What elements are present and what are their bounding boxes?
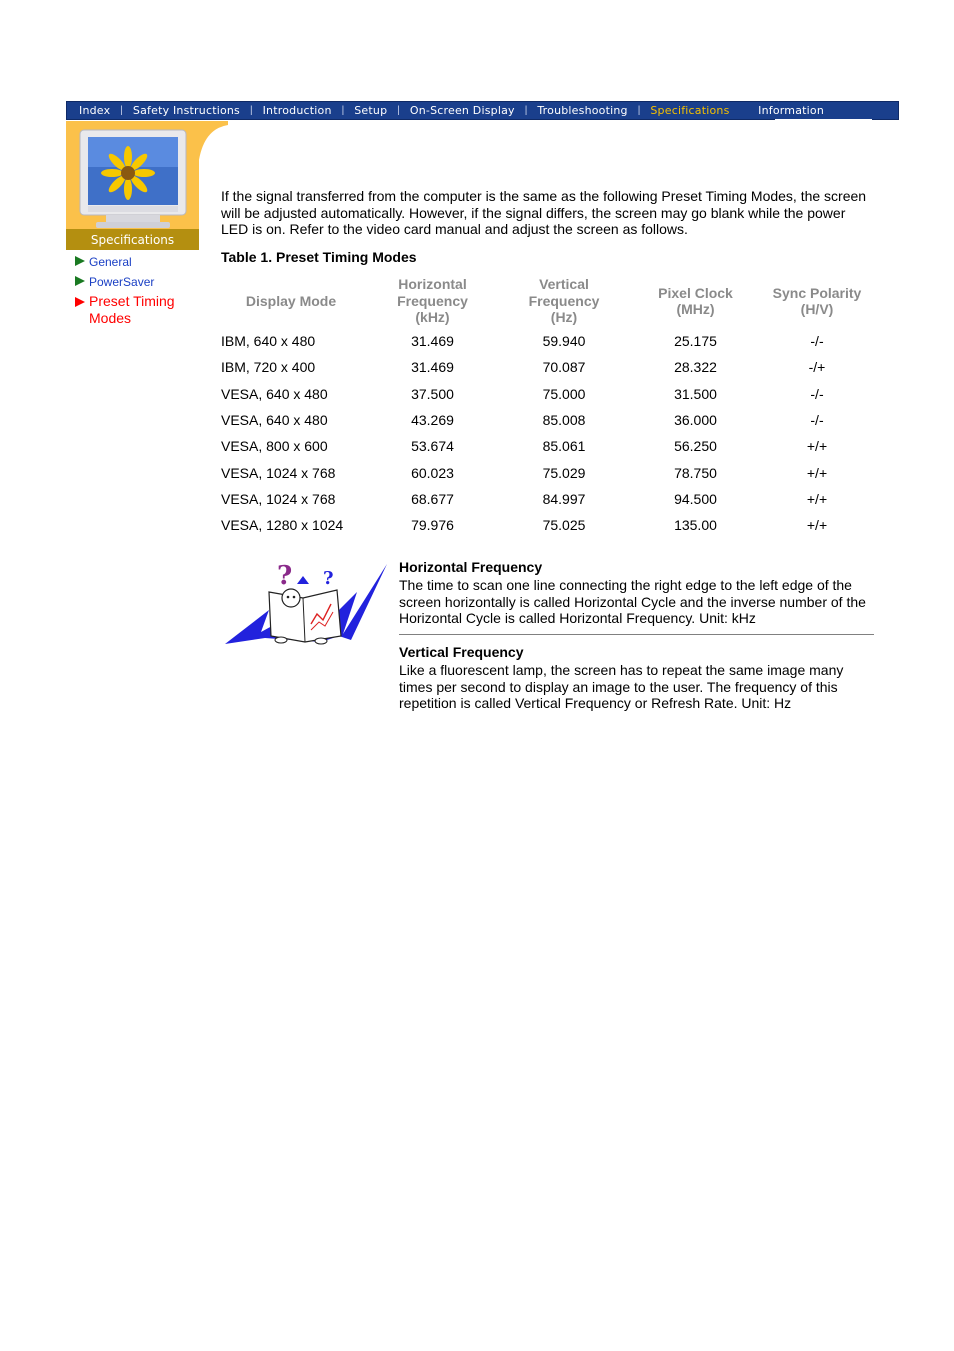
cell-display-mode: VESA, 1280 x 1024 bbox=[221, 517, 344, 534]
green-arrow-icon bbox=[75, 256, 85, 266]
cell-horizontal-frequency: 79.976 bbox=[411, 517, 454, 534]
cell-pixel-clock: 36.000 bbox=[674, 412, 717, 429]
cell-display-mode: VESA, 1024 x 768 bbox=[221, 490, 336, 507]
cell-horizontal-frequency: 60.023 bbox=[411, 464, 454, 481]
cell-horizontal-frequency: 31.469 bbox=[411, 359, 454, 376]
table-row bbox=[221, 459, 867, 485]
sidebar-link-general[interactable]: General bbox=[89, 255, 132, 269]
cell-vertical-frequency: 84.997 bbox=[542, 490, 586, 507]
nav-item-on-screen-display[interactable]: On-Screen Display bbox=[409, 104, 515, 117]
cell-vertical-frequency: 85.061 bbox=[542, 438, 586, 455]
header-line: Sync Polarity bbox=[772, 284, 862, 301]
green-arrow-icon bbox=[75, 276, 85, 286]
nav-separator: | bbox=[524, 105, 528, 116]
definition-title-horizontal-frequency: Horizontal Frequency bbox=[399, 559, 543, 575]
nav-item-index[interactable]: Index bbox=[79, 104, 111, 117]
nav-separator: | bbox=[250, 105, 253, 116]
cell-sync-polarity: +/+ bbox=[806, 517, 828, 534]
cell-sync-polarity: -/+ bbox=[808, 359, 826, 376]
header-line: (H/V) bbox=[800, 301, 834, 317]
table-row bbox=[221, 433, 867, 459]
nav-separator: | bbox=[397, 105, 400, 116]
definition-title-vertical-frequency: Vertical Frequency bbox=[399, 644, 524, 660]
cell-horizontal-frequency: 37.500 bbox=[411, 385, 454, 402]
sidebar-link-powersaver[interactable]: PowerSaver bbox=[89, 275, 155, 289]
cell-vertical-frequency: 59.940 bbox=[542, 333, 586, 350]
table-row bbox=[221, 381, 867, 407]
table-row bbox=[221, 354, 867, 380]
header-sync-polarity bbox=[767, 274, 867, 328]
cell-horizontal-frequency: 53.674 bbox=[411, 438, 454, 455]
table-header-row bbox=[221, 274, 867, 328]
cell-pixel-clock: 56.250 bbox=[674, 438, 717, 455]
header-vertical-frequency bbox=[504, 274, 624, 328]
table-row bbox=[221, 328, 867, 354]
cell-display-mode: VESA, 800 x 600 bbox=[221, 438, 328, 455]
header-line: (MHz) bbox=[676, 301, 715, 317]
header-pixel-clock bbox=[624, 274, 767, 328]
cell-display-mode: VESA, 1024 x 768 bbox=[221, 464, 336, 481]
sidebar-section-label: Specifications bbox=[66, 229, 199, 250]
header-line: Display Mode bbox=[245, 292, 337, 309]
nav-item-safety-instructions[interactable]: Safety Instructions bbox=[132, 104, 240, 117]
svg-text:?: ? bbox=[323, 568, 334, 589]
red-arrow-icon bbox=[75, 297, 85, 307]
corner-decoration bbox=[196, 121, 228, 167]
cell-vertical-frequency: 75.025 bbox=[542, 517, 586, 534]
nav-item-troubleshooting[interactable]: Troubleshooting bbox=[537, 104, 628, 117]
header-line: Pixel Clock bbox=[658, 284, 733, 301]
cell-vertical-frequency: 70.087 bbox=[542, 359, 586, 376]
header-line: Frequency bbox=[397, 292, 468, 309]
nav-item-information[interactable]: Information bbox=[758, 104, 824, 117]
cell-display-mode: VESA, 640 x 480 bbox=[221, 412, 328, 429]
nav-separator: | bbox=[341, 105, 345, 116]
definition-divider bbox=[399, 634, 874, 635]
header-line: Horizontal bbox=[398, 276, 467, 293]
cell-sync-polarity: +/+ bbox=[806, 464, 828, 481]
sidebar-link-preset-timing-modes[interactable]: Preset Timing Modes bbox=[89, 293, 175, 326]
cell-pixel-clock: 135.00 bbox=[674, 517, 717, 534]
nav-item-setup[interactable]: Setup bbox=[354, 104, 388, 117]
cell-pixel-clock: 78.750 bbox=[674, 464, 717, 481]
cell-vertical-frequency: 75.000 bbox=[542, 385, 586, 402]
header-line: (kHz) bbox=[415, 309, 450, 326]
definition-body-horizontal-frequency: The time to scan one line connecting the right edge to the left edge of the screen horizontally is called Horizontal Cycle and the inverse number of the Horizontal Cycle is called Horizontal Frequency. Unit: kHz bbox=[399, 577, 866, 626]
nav-active-underline bbox=[775, 119, 872, 120]
nav-item-specifications[interactable]: Specifications bbox=[650, 104, 730, 117]
cell-display-mode: VESA, 640 x 480 bbox=[221, 385, 328, 402]
cell-pixel-clock: 94.500 bbox=[674, 490, 717, 507]
cell-sync-polarity: -/- bbox=[810, 385, 824, 402]
definition-body-vertical-frequency: Like a fluorescent lamp, the screen has to repeat the same image many times per second to display an image to the user. The frequency of this repetition is called Vertical Frequency or Refresh Rate. Unit: Hz bbox=[399, 662, 844, 711]
cell-display-mode: IBM, 640 x 480 bbox=[221, 333, 316, 350]
header-line: Frequency bbox=[528, 292, 600, 309]
cell-pixel-clock: 31.500 bbox=[674, 385, 717, 402]
table-row bbox=[221, 407, 867, 433]
table-title: Table 1. Preset Timing Modes bbox=[221, 249, 417, 265]
cell-horizontal-frequency: 31.469 bbox=[411, 333, 454, 350]
svg-text:?: ? bbox=[277, 562, 293, 591]
header-display-mode bbox=[221, 274, 361, 328]
header-line: (Hz) bbox=[550, 309, 578, 326]
preset-timing-table bbox=[221, 274, 867, 538]
header-line: Vertical bbox=[539, 276, 589, 293]
cell-pixel-clock: 28.322 bbox=[674, 359, 717, 376]
top-navigation-bar bbox=[66, 101, 899, 120]
cell-sync-polarity: -/- bbox=[810, 412, 824, 429]
intro-paragraph: If the signal transferred from the computer is the same as the following Preset Timing Modes, the screen will be adjusted automatically. However, if the signal differs, the screen may go blank while the power LED is on. Refer to the video card manual and adjust the screen as follows. bbox=[221, 188, 867, 237]
cell-vertical-frequency: 75.029 bbox=[542, 464, 586, 481]
table-row bbox=[221, 486, 867, 512]
nav-separator: | bbox=[637, 105, 641, 116]
table-row bbox=[221, 512, 867, 538]
cell-sync-polarity: +/+ bbox=[806, 438, 828, 455]
question-book-illustration bbox=[225, 562, 387, 646]
nav-item-introduction[interactable]: Introduction bbox=[262, 104, 332, 117]
cell-sync-polarity: +/+ bbox=[806, 490, 828, 507]
cell-horizontal-frequency: 68.677 bbox=[411, 490, 454, 507]
cell-horizontal-frequency: 43.269 bbox=[411, 412, 454, 429]
cell-sync-polarity: -/- bbox=[810, 333, 824, 350]
cell-pixel-clock: 25.175 bbox=[674, 333, 717, 350]
header-horizontal-frequency bbox=[361, 274, 504, 328]
cell-vertical-frequency: 85.008 bbox=[542, 412, 586, 429]
cell-display-mode: IBM, 720 x 400 bbox=[221, 359, 316, 376]
nav-separator: | bbox=[120, 105, 123, 116]
